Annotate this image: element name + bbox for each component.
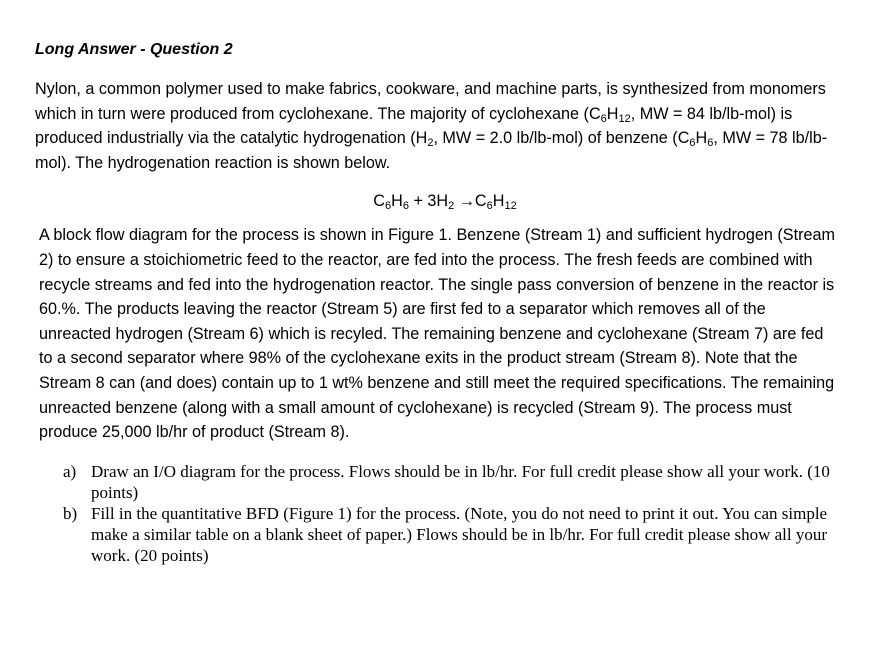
subscript: 6 — [385, 200, 392, 213]
subscript: 6 — [486, 200, 493, 213]
product-h: H — [492, 192, 505, 211]
subscript: 6 — [402, 200, 409, 213]
question-marker: a) — [63, 461, 77, 481]
question-heading: Long Answer - Question 2 — [35, 41, 233, 58]
subscript: 12 — [504, 200, 517, 213]
reaction-arrow-icon: → — [454, 192, 475, 211]
reaction-equation — [35, 189, 835, 213]
question-page — [35, 40, 835, 566]
subscript: 6 — [600, 112, 607, 125]
intro-paragraph — [35, 77, 835, 175]
subscript: 12 — [618, 112, 631, 125]
intro-text-4: , MW = 2.0 lb/lb-mol) of benzene (C — [433, 129, 690, 148]
plus-hydrogen: + 3H — [408, 192, 449, 211]
reactant-h: H — [391, 192, 403, 211]
subscript: 6 — [689, 137, 696, 150]
intro-text-3: , MW = 84 lb/lb-mol) is produced industrially via the catalytic hydrogenation (H — [35, 104, 793, 148]
subscript: 6 — [707, 137, 714, 150]
question-item-b — [63, 503, 835, 566]
subscript: 2 — [427, 137, 434, 150]
intro-text-6: , MW = 78 lb/lb-mol). The hydrogenation reaction is shown below. — [35, 129, 828, 172]
subscript: 2 — [448, 200, 455, 213]
question-text: Fill in the quantitative BFD (Figure 1) for the process. (Note, you do not need to print it out. You can simple make a similar table on a blank sheet of paper.) Flows should be in lb/hr. For full credit please show all your work. (20 points) — [91, 503, 828, 565]
question-text: Draw an I/O diagram for the process. Flows should be in lb/hr. For full credit please show all your work. (10 points) — [91, 461, 830, 502]
question-marker: b) — [63, 503, 78, 523]
reactant-c: C — [373, 192, 385, 211]
intro-text-1: Nylon, a common polymer used to make fabrics, cookware, and machine parts, is synthesized from monomers which in turn were produced from cyclohexane. The majority of cyclohexane (C — [35, 80, 826, 123]
question-item-a — [63, 461, 835, 503]
product-c: C — [474, 192, 487, 211]
intro-text-5: H — [695, 129, 708, 148]
question-list — [35, 461, 835, 566]
intro-text-2: H — [606, 104, 619, 123]
process-description-paragraph: A block flow diagram for the process is shown in Figure 1. Benzene (Stream 1) and sufficient hydrogen (Stream 2) to ensure a stoichiometric feed to the reactor, are fed into the process. The fresh feeds are combined with recycle streams and fed into the hydrogenation reactor. The single pass conversion of benzene in the reactor is 60.%. The products leaving the reactor (Stream 5) are first fed to a separator which removes all of the unreacted hydrogen (Stream 6) which is recyled. The remaining benzene and cyclohexane (Stream 7) are fed to a second separator where 98% of the cyclohexane exits in the product stream (Stream 8). Note that the Stream 8 can (and does) contain up to 1 wt% benzene and still meet the required specifications. The remaining unreacted benzene (along with a small amount of cyclohexane) is recycled (Stream 9). The process must produce 25,000 lb/hr of product (Stream 8). — [39, 226, 835, 442]
